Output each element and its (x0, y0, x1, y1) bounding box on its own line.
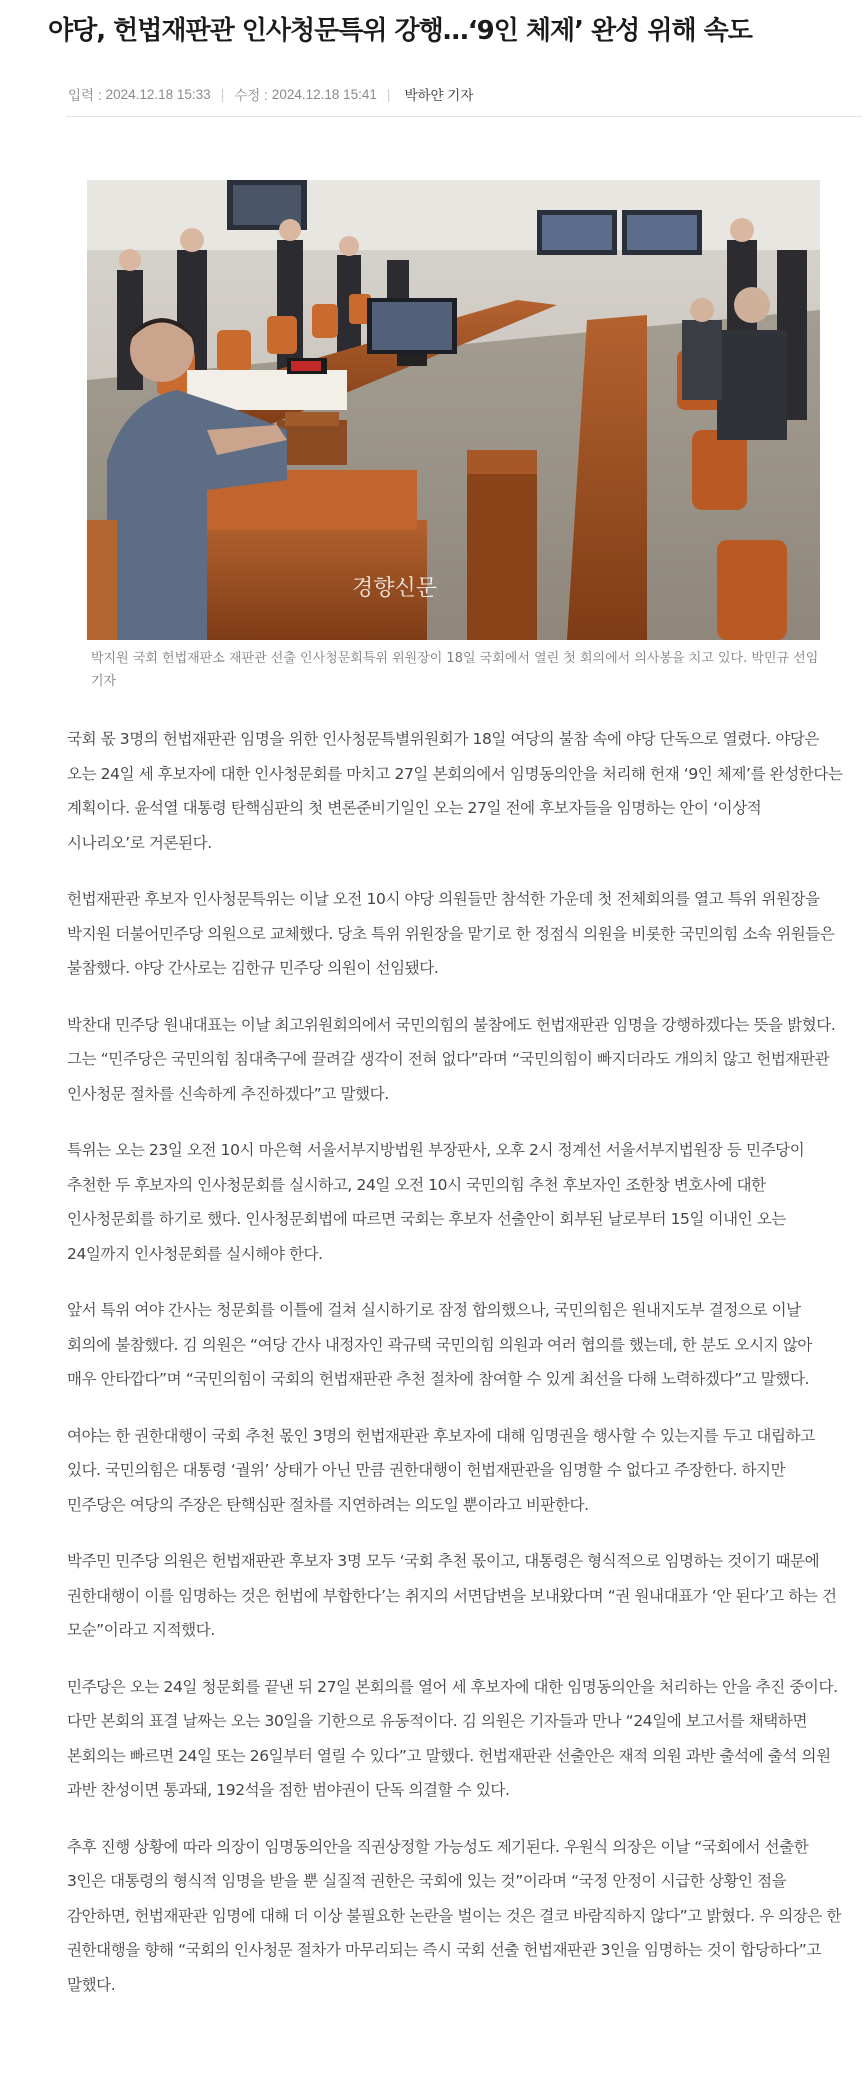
article-paragraph-9: 추후 진행 상황에 따라 의장이 임명동의안을 직권상정할 가능성도 제기된다. 우원식 의장은 이날 “국회에서 선출한 3인은 대통령의 형식적 임명을 받을 뿐 실질적 권한은 국회에 있는 것”이라며 “국정 안정이 시급한 상황인 점을 감안하면, 헌법재판관 임명에 대해 더 이상 불필요한 논란을 벌이는 것은 결코 바람직하지 않다”고 밝혔다. 우 의장은 한 권한대행을 향해 “국회의 인사청문 절차가 마무리되는 즉시 국회 선출 헌법재판관 3인을 임명하는 것이 합당하다”고 말했다. (67, 1837, 842, 1994)
photo-watermark: 경향신문 (352, 576, 438, 601)
article-paragraph-6: 여야는 한 권한대행이 국회 추천 몫인 3명의 헌법재판관 후보자에 대해 임명권을 행사할 수 있는지를 두고 대립하고 있다. 국민의힘은 대통령 ‘궐위’ 상태가 아닌 만큼 권한대행이 헌법재판관을 임명할 수 없다고 주장한다. 하지만 민주당은 여당의 주장은 탄핵심판 절차를 지연하려는 의도일 뿐이라고 비판한다. (67, 1426, 815, 1514)
article-body (67, 722, 843, 2024)
modified-date: 2024.12.18 15:41 (271, 86, 377, 102)
hearing-room-photo (87, 180, 820, 640)
article-paragraph-5: 앞서 특위 여야 간사는 청문회를 이틀에 걸쳐 실시하기로 잠정 합의했으나, 국민의힘은 원내지도부 결정으로 이날 회의에 불참했다. 김 의원은 “여당 간사 내정자인 곽규택 국민의힘 의원과 여러 협의를 했는데, 한 분도 오시지 않아 매우 안타깝다”며 “국민의힘이 국회의 헌법재판관 추천 절차에 참여할 수 있게 최선을 다해 노력하겠다”고 말했다. (67, 1301, 812, 1388)
article-headline: 야당, 헌법재판관 인사청문특위 강행…‘9인 체제’ 완성 위해 속도 (48, 16, 752, 46)
author-name[interactable]: 박하얀 기자 (404, 88, 474, 103)
article-paragraph-4: 특위는 오는 23일 오전 10시 마은혁 서울서부지방법원 부장판사, 오후 2시 정계선 서울서부지법원장 등 민주당이 추천한 두 후보자의 인사청문회를 실시하고, 24일 오전 10시 국민의힘 추천 후보자인 조한창 변호사에 대한 인사청문회를 하기로 했다. 인사청문회법에 따르면 국회는 후보자 선출안이 회부된 날로부터 15일 이내인 오는 24일까지 인사청문회를 실시해야 한다. (67, 1141, 805, 1263)
article-paragraph-3: 박찬대 민주당 원내대표는 이날 최고위원회의에서 국민의힘의 불참에도 헌법재판관 임명을 강행하겠다는 뜻을 밝혔다. 그는 “민주당은 국민의힘 침대축구에 끌려갈 생각이 전혀 없다”라며 “국민의힘이 빠지더라도 개의치 않고 헌법재판관 인사청문 절차를 신속하게 추진하겠다”고 말했다. (67, 1015, 836, 1103)
input-date: 2024.12.18 15:33 (105, 86, 211, 102)
article-meta (68, 82, 473, 106)
article-paragraph-2: 헌법재판관 후보자 인사청문특위는 이날 오전 10시 야당 의원들만 참석한 가운데 첫 전체회의를 열고 특위 위원장을 박지원 더불어민주당 의원으로 교체했다. 당초 특위 위원장을 맡기로 한 정점식 의원을 비롯한 국민의힘 소속 위원들은 불참했다. 야당 간사로는 김한규 민주당 의원이 선임됐다. (67, 890, 835, 977)
input-label: 입력 : (68, 88, 102, 103)
article-paragraph-8: 민주당은 오는 24일 청문회를 끝낸 뒤 27일 본회의를 열어 세 후보자에 대한 임명동의안을 처리하는 안을 추진 중이다. 다만 본회의 표결 날짜는 오는 30일을 기한으로 유동적이다. 김 의원은 기자들과 만나 “24일에 보고서를 채택하면 본회의는 빠르면 24일 또는 26일부터 열릴 수 있다”고 말했다. 헌법재판관 선출안은 재적 의원 과반 출석에 출석 의원 과반 찬성이면 통과돼, 192석을 점한 범야권이 단독 의결할 수 있다. (67, 1677, 838, 1799)
article-paragraph-7: 박주민 민주당 의원은 헌법재판관 후보자 3명 모두 ‘국회 추천 몫이고, 대통령은 형식적으로 임명하는 것이기 때문에 권한대행이 이를 임명하는 것은 헌법에 부합한다’는 취지의 서면답변을 보내왔다며 “권 원내대표가 ‘안 된다’고 하는 건 모순”이라고 지적했다. (67, 1552, 837, 1639)
photo-caption: 박지원 국회 헌법재판소 재판관 선출 인사청문회특위 위원장이 18일 국회에서 열린 첫 회의에서 의사봉을 치고 있다. 박민규 선임기자 (91, 651, 819, 689)
meta-separator-2: | (386, 86, 391, 102)
modified-label: 수정 : (234, 88, 268, 103)
article-paragraph-1: 국회 몫 3명의 헌법재판관 임명을 위한 인사청문특별위원회가 18일 여당의 불참 속에 야당 단독으로 열렸다. 야당은 오는 24일 세 후보자에 대한 인사청문회를 마치고 27일 본회의에서 임명동의안을 처리해 헌재 ‘9인 체제’를 완성한다는 계획이다. 윤석열 대통령 탄핵심판의 첫 변론준비기일인 오는 27일 전에 후보자들을 임명하는 안이 ‘이상적 시나리오’로 거론된다. (67, 730, 843, 852)
meta-separator: | (220, 86, 225, 102)
header-divider (66, 116, 862, 117)
article-photo (87, 180, 820, 640)
